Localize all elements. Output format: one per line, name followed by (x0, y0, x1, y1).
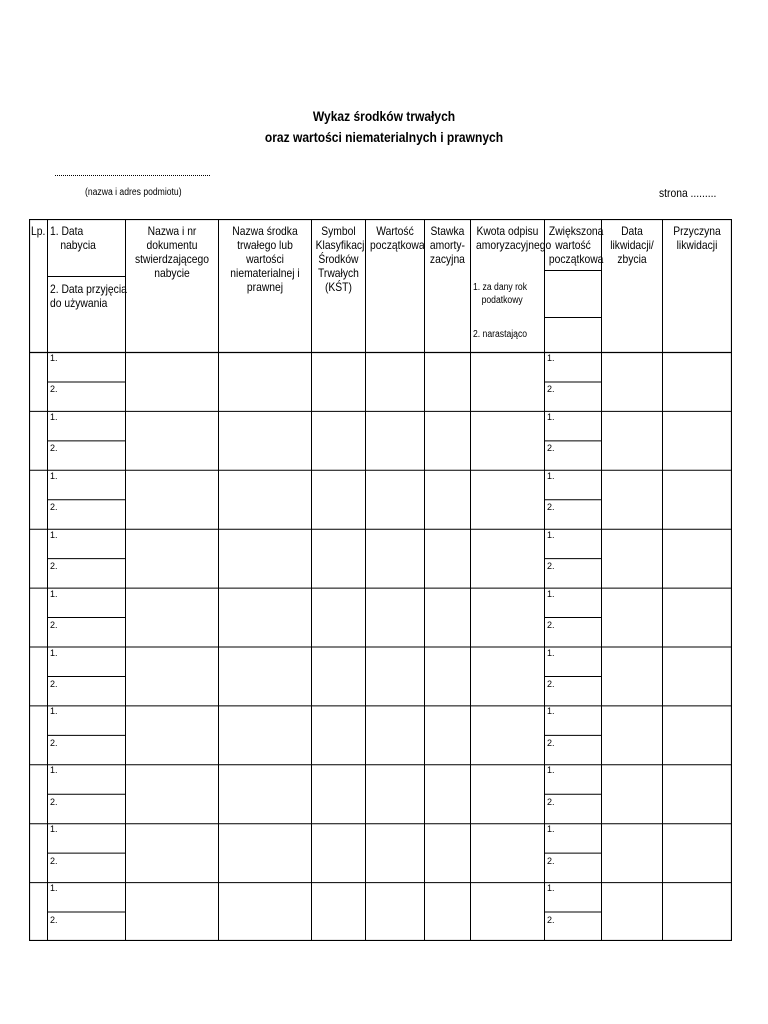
row-sub-label: 1. (50, 353, 58, 363)
header-depreciation-cumulative: 2. narastająco (473, 329, 528, 340)
row-sub-label: 2. (50, 384, 58, 395)
row-sub-label: 1. (547, 411, 555, 422)
row-sub-label: 1. (50, 883, 58, 894)
header-symbol: Symbol Klasyfikacji Środków Trwałych (KŚT) (315, 224, 367, 294)
row-sub-label: 1. (547, 588, 555, 599)
row-sub-label: 2. (547, 737, 555, 748)
row-sub-label: 1. (547, 765, 555, 776)
row-sub-label: 2. (547, 620, 555, 631)
row-sub-label: 2. (547, 443, 555, 454)
asset-table (29, 219, 732, 941)
row-sub-label: 1. (50, 529, 58, 540)
header-depreciation: Kwota odpisu amoryzacyjnego (476, 224, 552, 252)
document-title (54, 106, 714, 148)
row-sub-label: 1. (50, 647, 58, 658)
header-asset-name: Nazwa środka trwałego lub wartości niematerialnej i prawnej (230, 224, 300, 294)
row-sub-label: 1. (50, 824, 58, 835)
row-sub-label: 1. (547, 824, 555, 835)
row-sub-label: 1. (547, 529, 555, 540)
row-sub-label: 2. (50, 561, 58, 572)
header-increased-value: Zwiększona wartość początkowa (548, 224, 604, 266)
row-sub-label: 2. (50, 855, 58, 866)
row-sub-label: 1. (50, 706, 58, 717)
row-sub-label: 1. (547, 647, 555, 658)
table-grid-lines (29, 219, 732, 941)
row-sub-label: 2. (50, 914, 58, 925)
row-sub-label: 2. (50, 502, 58, 513)
row-sub-label: 1. (547, 470, 555, 481)
row-sub-label: 1. (547, 883, 555, 894)
row-sub-label: 2. (547, 678, 555, 689)
header-usage-date: 2. Data przyjęcia do używania (50, 282, 127, 310)
header-initial-value: Wartość początkowa (370, 224, 425, 252)
row-sub-label: 2. (50, 796, 58, 807)
row-sub-label: 2. (547, 796, 555, 807)
row-sub-label: 2. (50, 737, 58, 748)
row-sub-label: 2. (547, 561, 555, 572)
page-number-label: strona ......... (659, 186, 717, 200)
row-sub-label: 1. (50, 765, 58, 776)
table-border (30, 220, 732, 941)
header-depreciation-year: 1. za dany rok podatkowy (473, 282, 528, 306)
row-sub-label: 2. (547, 855, 555, 866)
header-rate: Stawka amorty- zacyjna (429, 224, 465, 266)
row-sub-label: 1. (50, 411, 58, 422)
row-sub-label: 2. (547, 914, 555, 925)
row-sub-label: 2. (50, 443, 58, 454)
header-document: Nazwa i nr dokumentu stwierdzającego nabycie (134, 224, 209, 280)
header-acquisition-date: 1. Data nabycia (50, 224, 96, 252)
header-liquidation-date: Data likwidacji/ zbycia (610, 224, 654, 266)
row-sub-label: 2. (50, 620, 58, 631)
row-sub-label: 2. (50, 678, 58, 689)
row-sub-label: 1. (547, 353, 555, 363)
row-sub-label: 1. (50, 470, 58, 481)
row-sub-label: 2. (547, 502, 555, 513)
subject-label: (nazwa i adres podmiotu) (85, 187, 182, 198)
row-sub-label: 2. (547, 384, 555, 395)
row-sub-label: 1. (50, 588, 58, 599)
subject-dotted-line[interactable] (55, 175, 210, 176)
title-line-2: oraz wartości niematerialnych i prawnych (264, 129, 504, 145)
header-lp: Lp. (31, 224, 46, 238)
row-sub-label: 1. (547, 706, 555, 717)
title-line-1: Wykaz środków trwałych (312, 108, 456, 124)
header-liquidation-reason: Przyczyna likwidacji (673, 224, 721, 252)
